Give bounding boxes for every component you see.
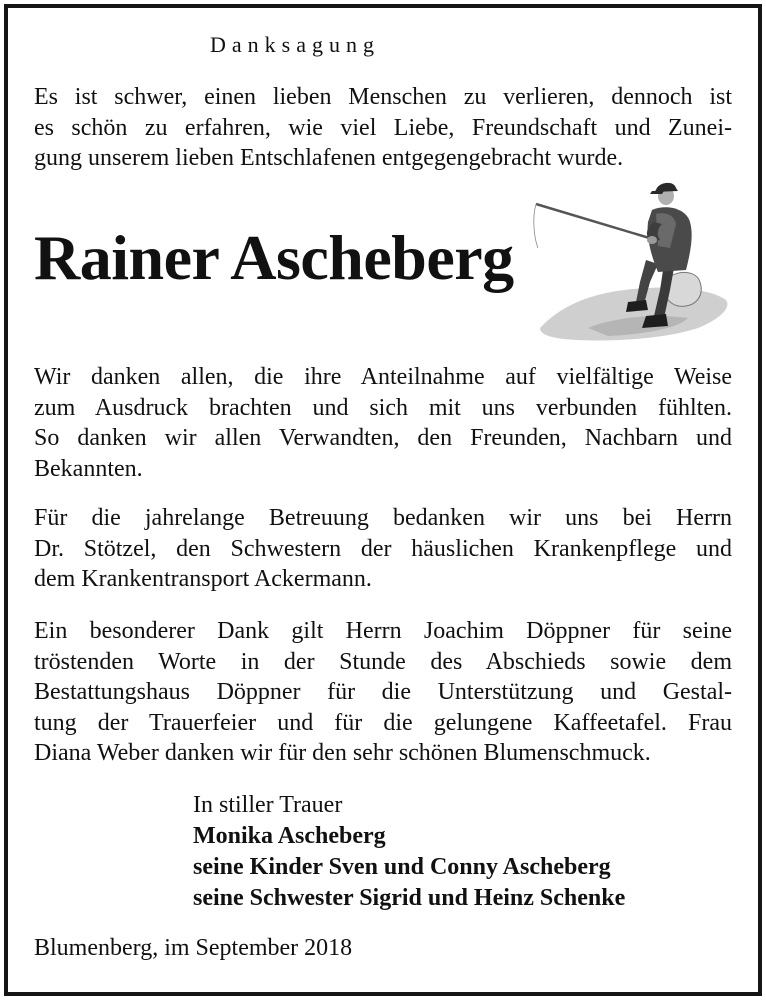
intro-line: gung unserem lieben Entschlafenen entgegengebracht wurde.	[34, 145, 624, 171]
intro-line: Es ist schwer, einen lieben Menschen zu verlieren, dennoch ist	[34, 84, 732, 110]
special-line: Ein besonderer Dank gilt Herrn Joachim Döppner für seine	[34, 618, 732, 644]
notice-heading: Danksagung	[210, 32, 380, 57]
special-line: Bestattungshaus Döppner für die Unterstützung und Gestal-	[34, 679, 732, 705]
fisherman-illustration	[528, 178, 734, 348]
care-paragraph	[34, 503, 732, 595]
thanks-line: So danken wir allen Verwandten, den Freunden, Nachbarn und	[34, 425, 732, 451]
mourner-name: seine Schwester Sigrid und Heinz Schenke	[193, 885, 626, 911]
deceased-name: Rainer Ascheberg	[34, 222, 514, 293]
mourning-intro: In stiller Trauer	[193, 792, 343, 818]
thanks-paragraph	[34, 362, 732, 484]
care-line: Dr. Stötzel, den Schwestern der häuslichen Krankenpflege und	[34, 535, 732, 562]
special-line: tung der Trauerfeier und für die gelungene Kaffeetafel. Frau	[34, 709, 732, 736]
special-thanks-paragraph	[34, 616, 732, 769]
intro-line: es schön zu erfahren, wie viel Liebe, Freundschaft und Zunei-	[34, 114, 732, 141]
thanks-line: Bekannten.	[34, 455, 143, 482]
care-line: dem Krankentransport Ackermann.	[34, 566, 372, 592]
thanks-line: Wir danken allen, die ihre Anteilnahme auf vielfältige Weise	[34, 364, 732, 390]
care-line: Für die jahrelange Betreuung bedanken wir uns bei Herrn	[34, 505, 732, 531]
signature-block	[193, 790, 625, 914]
special-line: Diana Weber danken wir für den sehr schönen Blumenschmuck.	[34, 740, 651, 766]
thanks-line: zum Ausdruck brachten und sich mit uns verbunden fühlten.	[34, 394, 732, 421]
place-and-date: Blumenberg, im September 2018	[34, 935, 353, 961]
mourner-name: seine Kinder Sven und Conny Ascheberg	[193, 854, 611, 880]
mourner-name: Monika Ascheberg	[193, 823, 386, 849]
intro-paragraph	[34, 82, 732, 174]
special-line: tröstenden Worte in der Stunde des Abschieds sowie dem	[34, 648, 732, 675]
